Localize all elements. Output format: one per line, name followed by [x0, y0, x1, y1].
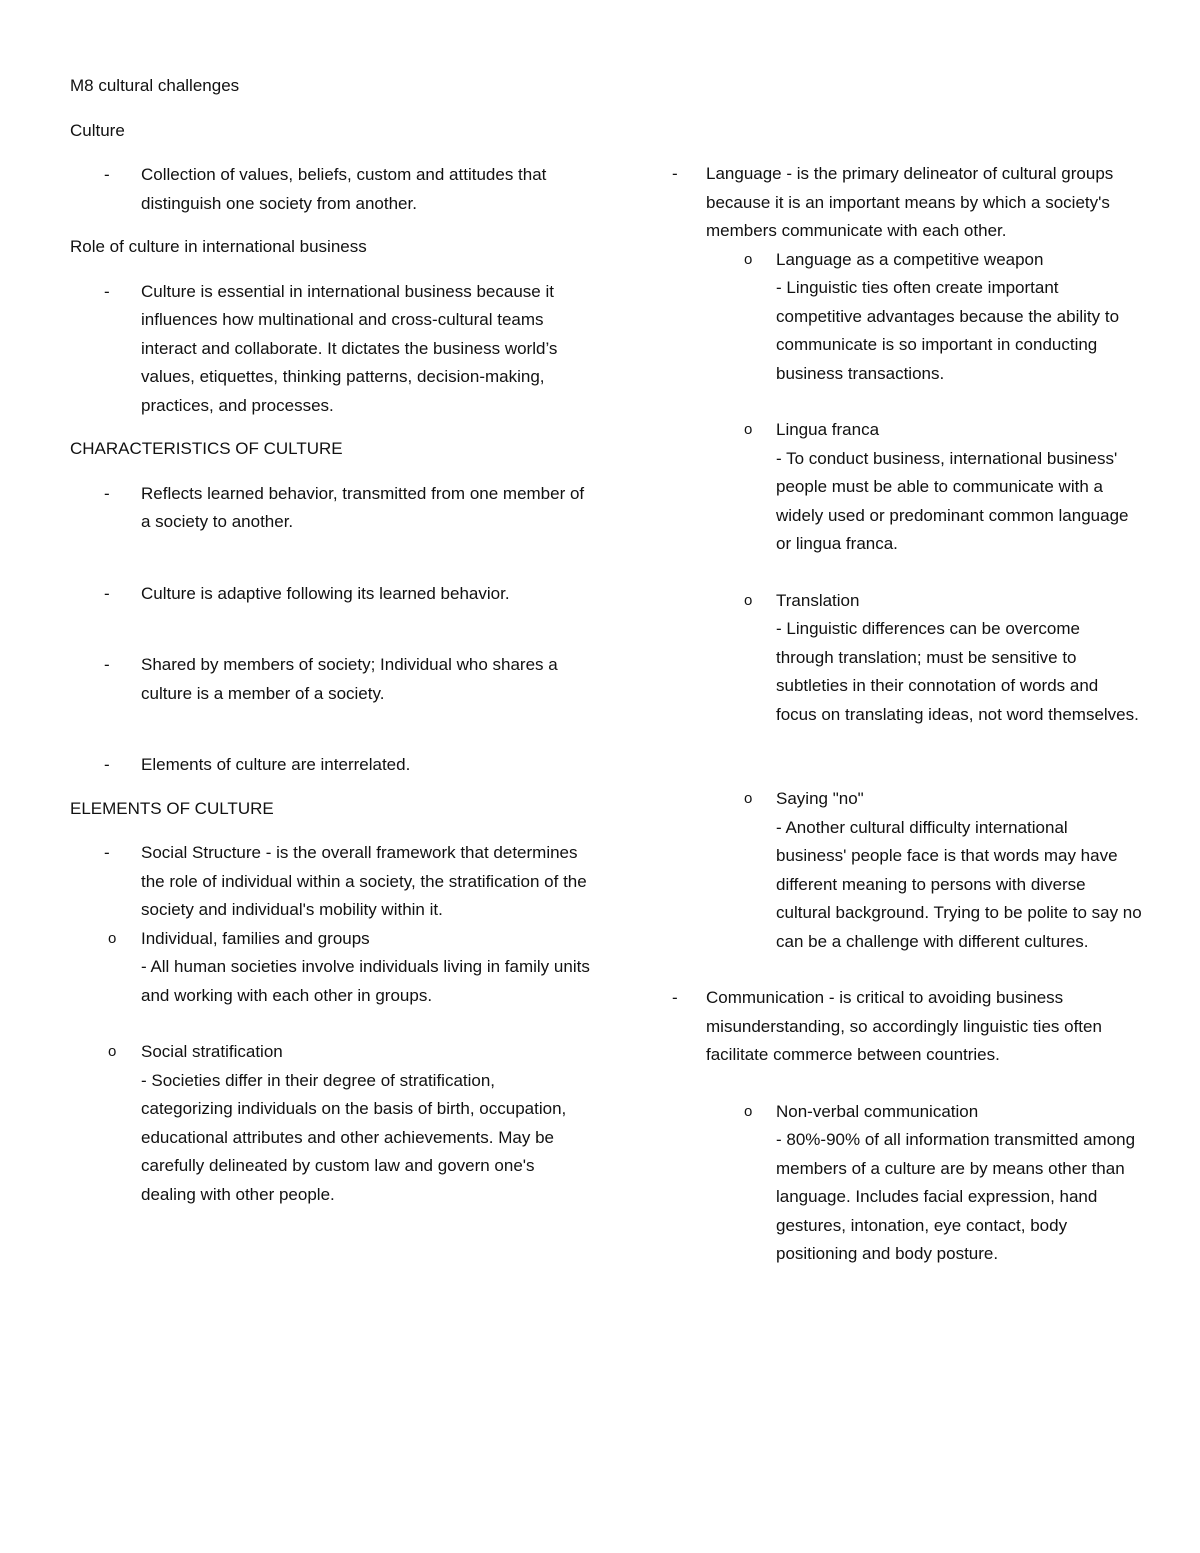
characteristic-item	[70, 480, 590, 537]
sub-item-description: - Societies differ in their degree of stratification, categorizing individuals on the basis of birth, occupation, educational attributes and other achievements. May be carefully delineated by custom law and govern one's dealing with other people.	[141, 1070, 567, 1204]
language-item	[672, 160, 1142, 246]
dash-marker: -	[672, 988, 678, 1007]
role-heading: Role of culture in international business	[70, 237, 367, 256]
dash-marker: -	[104, 843, 110, 862]
bullet-marker: o	[744, 1102, 753, 1120]
characteristic-text: Shared by members of society; Individual who shares a culture is a member of a society.	[141, 655, 558, 703]
characteristic-text: Reflects learned behavior, transmitted from one member of a society to another.	[141, 483, 585, 531]
sub-item-description: - To conduct business, international business' people must be able to communicate with a widely used or predominant common language or lingua franca.	[776, 448, 1129, 553]
sub-item-title: Lingua franca	[776, 420, 880, 439]
sub-item-lingua-franca	[672, 416, 1142, 559]
communication-item	[672, 984, 1142, 1070]
culture-heading: Culture	[70, 120, 125, 140]
bullet-marker: o	[108, 1043, 117, 1060]
dash-marker: -	[672, 164, 678, 183]
sub-item-non-verbal	[672, 1098, 1142, 1269]
sub-item-title: Language as a competitive weapon	[776, 249, 1044, 269]
characteristic-item	[70, 651, 590, 708]
characteristic-text: Elements of culture are interrelated.	[141, 755, 411, 774]
sub-item-description: - Linguistic ties often create important competitive advantages because the ability to communicate is so important in conducting business transactions.	[776, 278, 1120, 383]
bullet-marker: o	[108, 929, 117, 947]
sub-item-title: Social stratification	[141, 1042, 283, 1061]
language-text: Language - is the primary delineator of cultural groups because it is an important means by which a society's members communicate with each other.	[706, 164, 1114, 240]
sub-item-individual-families-groups	[70, 925, 590, 1011]
sub-item-description: - Linguistic differences can be overcome through translation; must be sensitive to subtleties in their connotation of words and focus on translating ideas, not word themselves.	[776, 619, 1139, 724]
sub-item-translation	[672, 587, 1142, 730]
sub-item-social-stratification	[70, 1038, 590, 1209]
social-structure-item	[70, 839, 590, 925]
sub-item-title: Individual, families and groups	[141, 928, 370, 948]
culture-definition-item	[70, 161, 590, 218]
role-text: Culture is essential in international business because it influences how multinational and cross-cultural teams interact and collaborate. It dictates the business world’s values, etiquettes, thinking patterns, decision-making, practices, and processes.	[141, 281, 558, 415]
dash-marker: -	[104, 755, 110, 774]
dash-marker: -	[104, 483, 110, 503]
elements-heading: ELEMENTS OF CULTURE	[70, 798, 274, 818]
dash-marker: -	[104, 655, 110, 674]
characteristics-heading: CHARACTERISTICS OF CULTURE	[70, 439, 343, 458]
right-column	[672, 160, 1142, 1269]
bullet-marker: o	[744, 250, 753, 268]
characteristic-item	[70, 580, 590, 609]
dash-marker: -	[104, 583, 110, 603]
sub-item-title: Non-verbal communication	[776, 1101, 979, 1121]
bullet-marker: o	[744, 591, 753, 609]
left-column	[70, 72, 590, 1209]
characteristic-text: Culture is adaptive following its learned behavior.	[141, 583, 510, 603]
sub-item-competitive-weapon	[672, 246, 1142, 389]
characteristic-item	[70, 751, 590, 780]
bullet-marker: o	[744, 421, 753, 438]
dash-marker: -	[104, 165, 110, 184]
sub-item-description: - Another cultural difficulty international business' people face is that words may have different meaning to persons with diverse cultural background. Trying to be polite to say no can be a challenge with different cultures.	[776, 817, 1142, 951]
role-item	[70, 278, 590, 421]
sub-item-description: - 80%-90% of all information transmitted among members of a culture are by means other than language. Includes facial expression, hand gestures, intonation, eye contact, body positioning and body posture.	[776, 1130, 1136, 1263]
social-structure-text: Social Structure - is the overall framework that determines the role of individual within a society, the stratification of the society and individual's mobility within it.	[141, 843, 587, 919]
sub-item-title: Translation	[776, 590, 860, 610]
dash-marker: -	[104, 281, 110, 301]
document-title: M8 cultural challenges	[70, 76, 240, 95]
communication-text: Communication - is critical to avoiding business misunderstanding, so accordingly linguistic ties often facilitate commerce between countries.	[706, 988, 1102, 1064]
sub-item-title: Saying "no"	[776, 789, 864, 808]
sub-item-description: - All human societies involve individuals living in family units and working with each other in groups.	[141, 957, 590, 1005]
sub-item-saying-no	[672, 785, 1142, 956]
bullet-marker: o	[744, 790, 753, 807]
culture-definition-text: Collection of values, beliefs, custom and attitudes that distinguish one society from another.	[141, 165, 547, 213]
